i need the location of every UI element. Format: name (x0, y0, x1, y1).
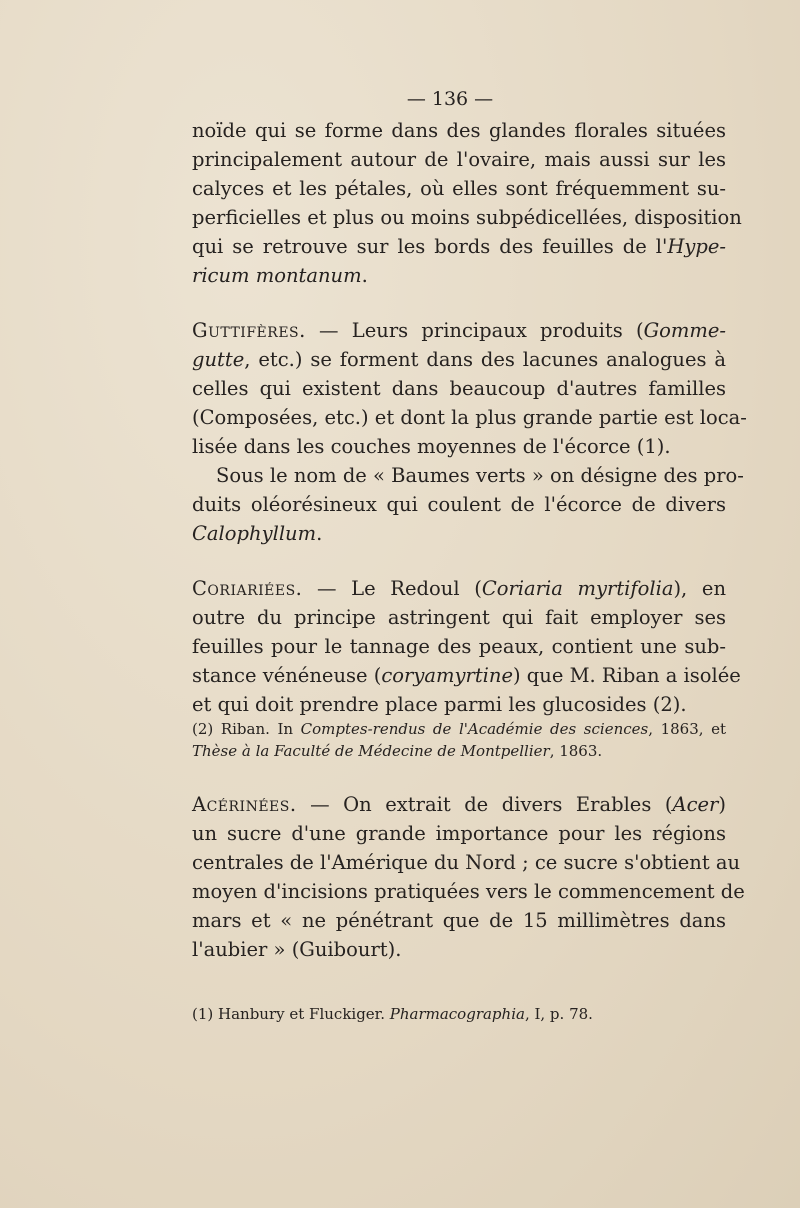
italic-term: gutte (192, 348, 245, 371)
text-line: Calophyllum. (192, 522, 323, 545)
text-line: (2) Riban. In Comptes-rendus de l'Académie des sciences, 1863, et (192, 720, 727, 738)
italic-term: Hype- (667, 235, 726, 258)
footnote-2 (192, 718, 726, 762)
italic-term: Gomme- (643, 319, 726, 342)
text-line: perficielles et plus ou moins subpédicellées, disposition (192, 206, 742, 229)
italic-term: Coriaria myrtifolia (481, 577, 674, 600)
paragraph-acerinees (192, 790, 745, 964)
text-line: celles qui existent dans beaucoup d'autres familles (192, 377, 726, 400)
text-line: Coriariées. — Le Redoul (Coriaria myrtifolia), en (192, 577, 727, 600)
text-line: gutte, etc.) se forment dans des lacunes analogues à (192, 348, 726, 371)
italic-term: Pharmacographia (389, 1005, 525, 1023)
text-line: moyen d'incisions pratiquées vers le commencement de (192, 880, 745, 903)
paragraph-guttiferes (192, 316, 747, 548)
text-line: principalement autour de l'ovaire, mais aussi sur les (192, 148, 726, 171)
text-line: Acérinées. — On extrait de divers Erables (Acer) (192, 793, 726, 816)
text-line: centrales de l'Amérique du Nord ; ce sucre s'obtient au (192, 851, 741, 874)
text-line: mars et « ne pénétrant que de 15 millimètres dans (192, 909, 726, 932)
text-line: duits oléorésineux qui coulent de l'écorce de divers (192, 493, 726, 516)
italic-term: Thèse à la Faculté de Médecine de Montpellier (192, 742, 550, 760)
paragraph-coriariees (192, 574, 741, 719)
italic-term: ricum montanum (192, 264, 362, 287)
text-line: Guttifères. — Leurs principaux produits (Gomme- (192, 319, 726, 342)
text-line: feuilles pour le tannage des peaux, contient une sub- (192, 635, 726, 658)
text-line: (1) Hanbury et Fluckiger. Pharmacographia, I, p. 78. (192, 1005, 593, 1023)
text-line: noïde qui se forme dans des glandes florales situées (192, 119, 726, 142)
text-line: calyces et les pétales, où elles sont fréquemment su- (192, 177, 726, 200)
text-line: l'aubier » (Guibourt). (192, 938, 402, 961)
italic-term: Calophyllum (192, 522, 317, 545)
italic-term: coryamyrtine (381, 664, 513, 687)
paragraph-intro (192, 116, 742, 290)
section-heading: Acérinées. (192, 793, 297, 816)
text-line: ricum montanum. (192, 264, 368, 287)
section-heading: Guttifères. (192, 319, 306, 342)
text-line: (Composées, etc.) et dont la plus grande partie est loca- (192, 406, 747, 429)
footnote-1 (192, 1003, 726, 1025)
text-line: outre du principe astringent qui fait employer ses (192, 606, 726, 629)
text-line: lisée dans les couches moyennes de l'écorce (1). (192, 435, 671, 458)
text-line: qui se retrouve sur les bords des feuilles de l'Hype- (192, 235, 726, 258)
italic-term: Comptes-rendus de l'Académie des sciences (300, 720, 649, 738)
text-line: un sucre d'une grande importance pour les régions (192, 822, 726, 845)
text-line: stance vénéneuse (coryamyrtine) que M. Riban a isolée (192, 664, 741, 687)
page-number: — 136 — (406, 88, 494, 110)
text-line: et qui doit prendre place parmi les glucosides (2). (192, 693, 687, 716)
text-line: Thèse à la Faculté de Médecine de Montpellier, 1863. (192, 742, 603, 760)
text-line: Sous le nom de « Baumes verts » on désigne des pro- (216, 464, 744, 487)
italic-term: Acer (672, 793, 719, 816)
section-heading: Coriariées. (192, 577, 303, 600)
